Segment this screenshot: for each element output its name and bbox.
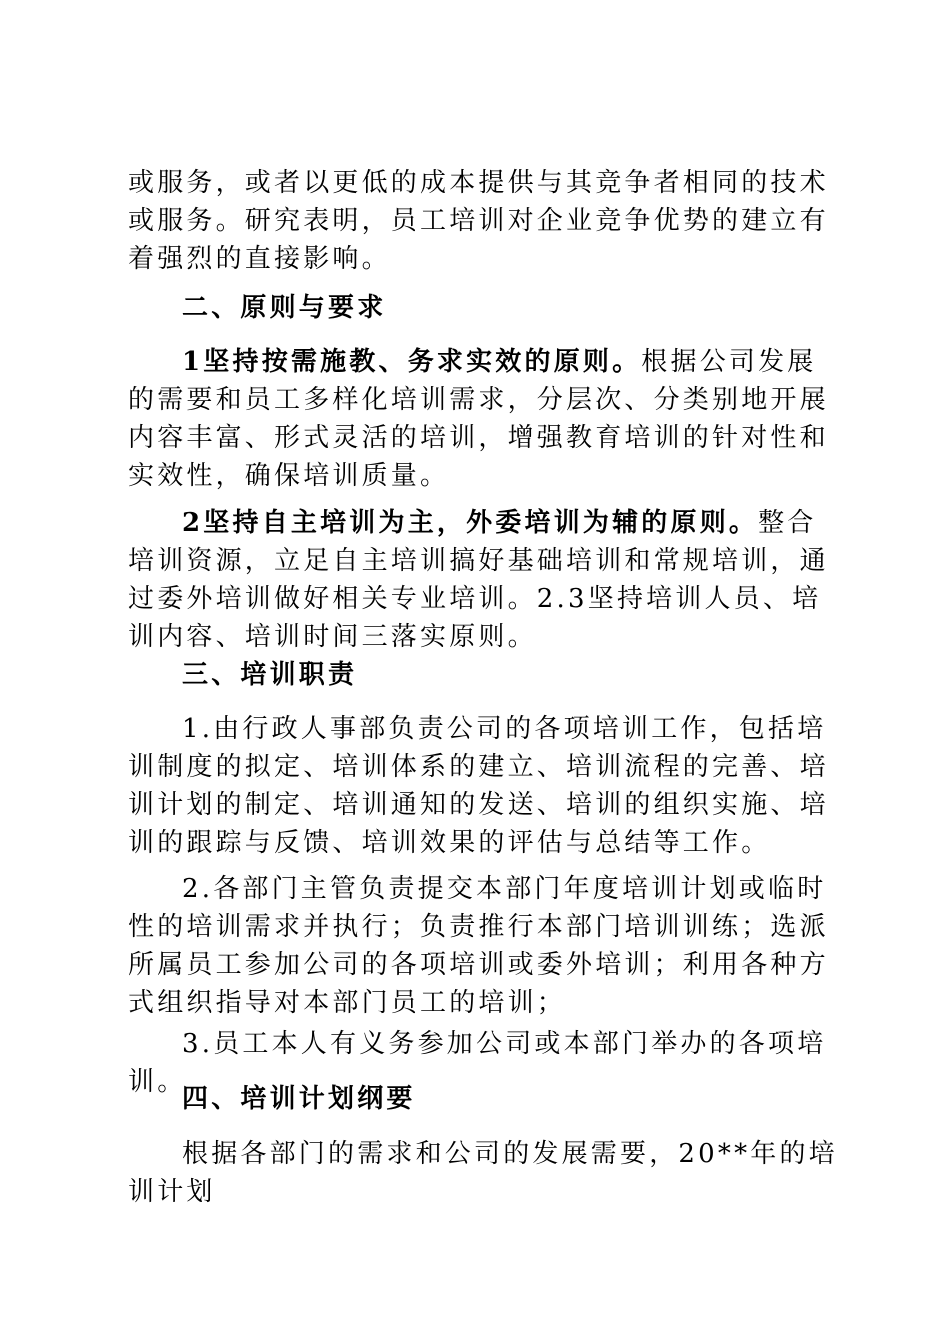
principle-1-paragraph xyxy=(128,343,838,495)
intro-paragraph: 或服务，或者以更低的成本提供与其竞争者相同的技术或服务。研究表明，员工培训对企业竞争优势的建立有着强烈的直接影响。 xyxy=(128,168,829,274)
duty-2-paragraph: 2.各部门主管负责提交本部门年度培训计划或临时性的培训需求并执行；负责推行本部门培训训练；选派所属员工参加公司的各项培训或委外培训；利用各种方式组织指导对本部门员工的培训； xyxy=(128,874,829,1018)
duty-3-paragraph: 3.员工本人有义务参加公司或本部门举办的各项培训。 xyxy=(128,1029,827,1097)
principle-2-paragraph xyxy=(128,504,838,656)
principle-1-body: 根据公司发展的需要和员工多样化培训需求，分层次、分类别地开展内容丰富、形式灵活的培训，增强教育培训的针对性和实效性，确保培训质量。 xyxy=(128,347,829,491)
plan-outline-paragraph: 根据各部门的需求和公司的发展需要，20**年的培训计划 xyxy=(128,1139,838,1207)
section-heading-plan-outline: 四、培训计划纲要 xyxy=(182,1084,416,1114)
principle-2-title: 2坚持自主培训为主，外委培训为辅的原则。 xyxy=(182,508,759,538)
principle-2-body: 整合培训资源，立足自主培训搞好基础培训和常规培训，通过委外培训做好相关专业培训。2.3坚持培训人员、培训内容、培训时间三落实原则。 xyxy=(128,508,829,652)
duty-1-paragraph: 1.由行政人事部负责公司的各项培训工作，包括培训制度的拟定、培训体系的建立、培训流程的完善、培训计划的制定、培训通知的发送、培训的组织实施、培训的跟踪与反馈、培训效果的评估与总结等工作。 xyxy=(128,714,829,858)
section-heading-duties: 三、培训职责 xyxy=(182,660,358,690)
principle-1-title: 1坚持按需施教、务求实效的原则。 xyxy=(182,347,642,377)
section-heading-principles: 二、原则与要求 xyxy=(182,293,387,323)
